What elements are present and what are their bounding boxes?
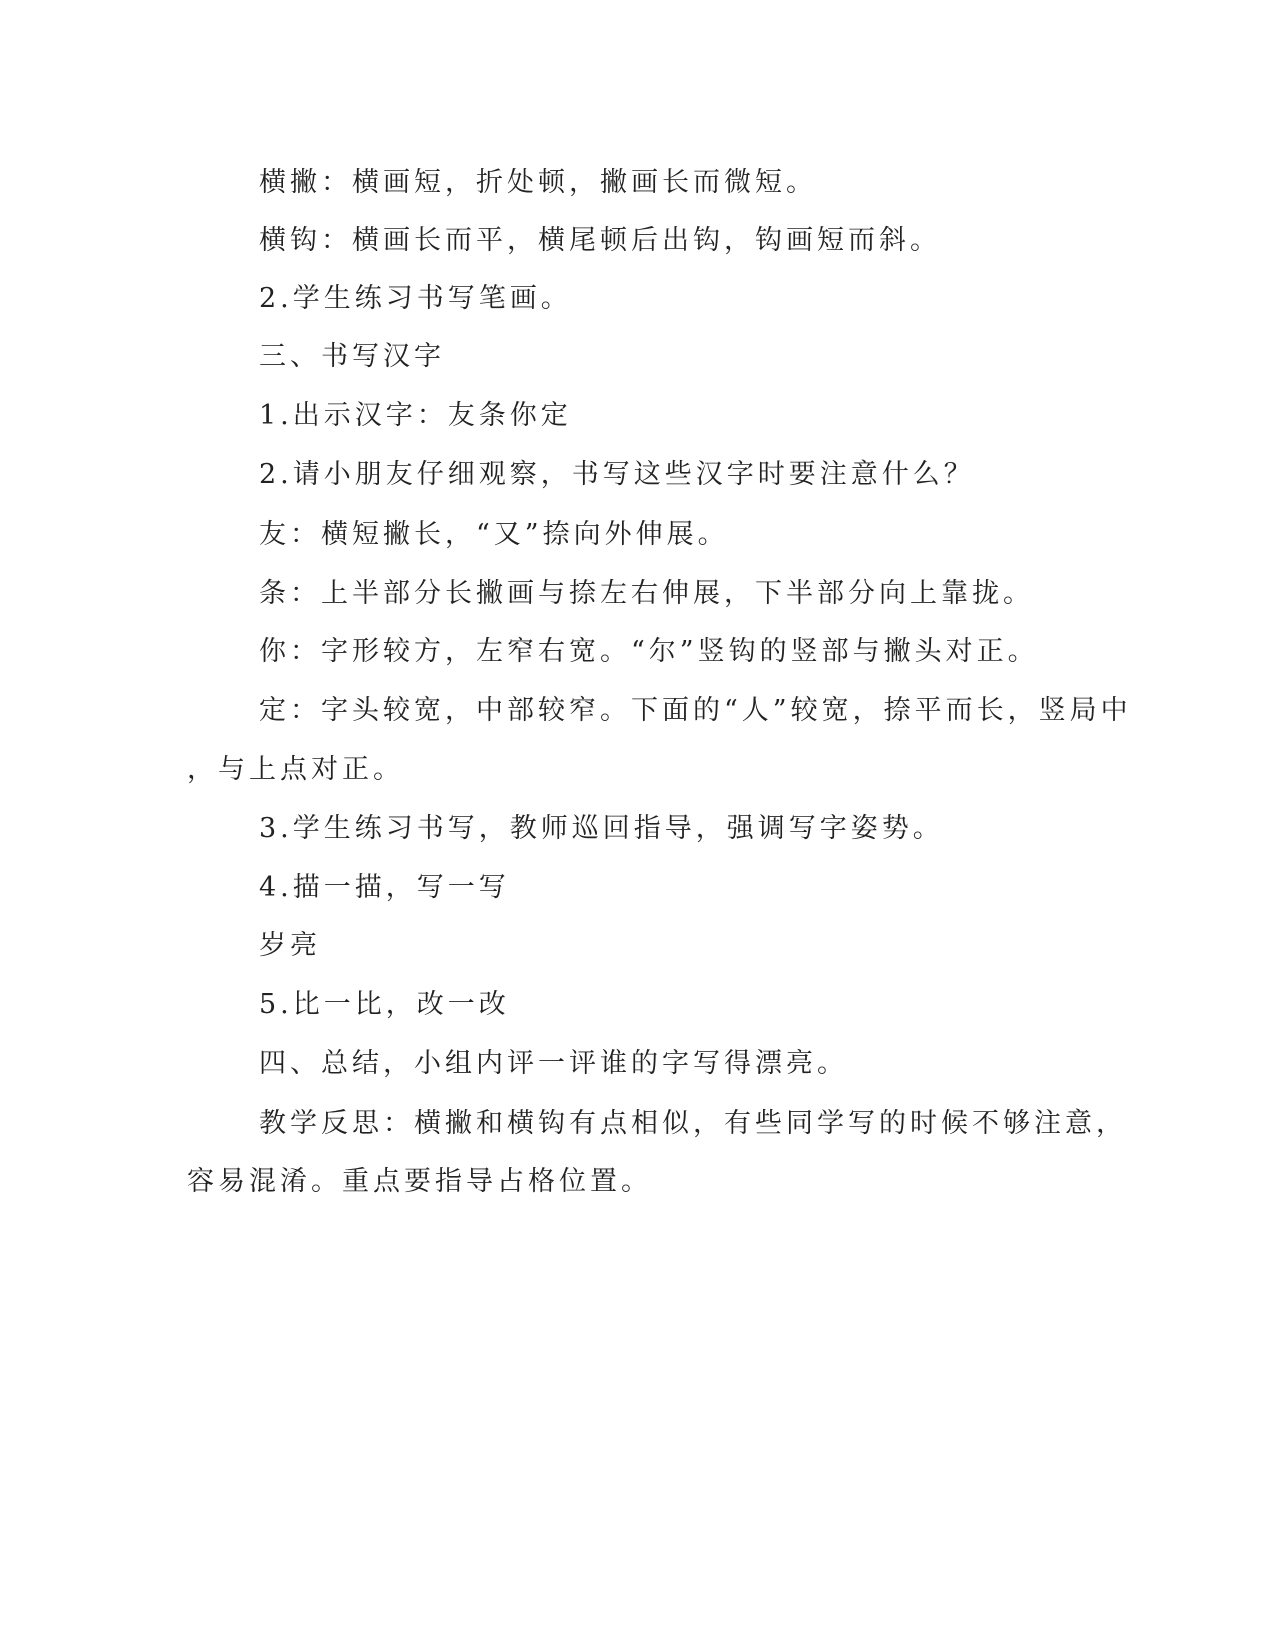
text-line-char-ni: 你：字形较方，左窄右宽。“尔”竖钩的竖部与撇头对正。 [259, 636, 1039, 667]
text-line-step-3-practice: 3.学生练习书写，教师巡回指导，强调写字姿势。 [259, 813, 944, 844]
text-line-step-1-show-characters: 1.出示汉字：友条你定 [259, 400, 572, 431]
text-line-char-ding-continued: ，与上点对正。 [187, 754, 404, 785]
text-line-step-5-compare: 5.比一比，改一改 [259, 989, 510, 1020]
text-line-reflection: 教学反思：横撇和横钩有点相似，有些同学写的时候不够注意， [259, 1108, 1127, 1139]
text-line-reflection-continued: 容易混淆。重点要指导占格位置。 [187, 1166, 652, 1197]
text-line-heng-gou: 横钩：横画长而平，横尾顿后出钩，钩画短而斜。 [259, 225, 941, 256]
text-line-step-2-observe: 2.请小朋友仔细观察，书写这些汉字时要注意什么？ [259, 459, 975, 490]
text-line-char-tiao: 条：上半部分长撇画与捺左右伸展，下半部分向上靠拢。 [259, 578, 1034, 609]
section-heading-summary: 四、总结，小组内评一评谁的字写得漂亮。 [259, 1048, 848, 1079]
text-line-heng-pie: 横撇：横画短，折处顿，撇画长而微短。 [259, 167, 817, 198]
text-line-step-4-trace: 4.描一描，写一写 [259, 872, 510, 903]
text-line-step-2-practice-strokes: 2.学生练习书写笔画。 [259, 283, 572, 314]
section-heading-write-characters: 三、书写汉字 [259, 341, 445, 372]
text-line-char-you: 友：横短撇长，“又”捺向外伸展。 [259, 519, 729, 550]
text-line-char-ding: 定：字头较宽，中部较窄。下面的“人”较宽，捺平而长，竖局中 [259, 695, 1132, 726]
text-line-practice-characters: 岁亮 [259, 930, 321, 961]
